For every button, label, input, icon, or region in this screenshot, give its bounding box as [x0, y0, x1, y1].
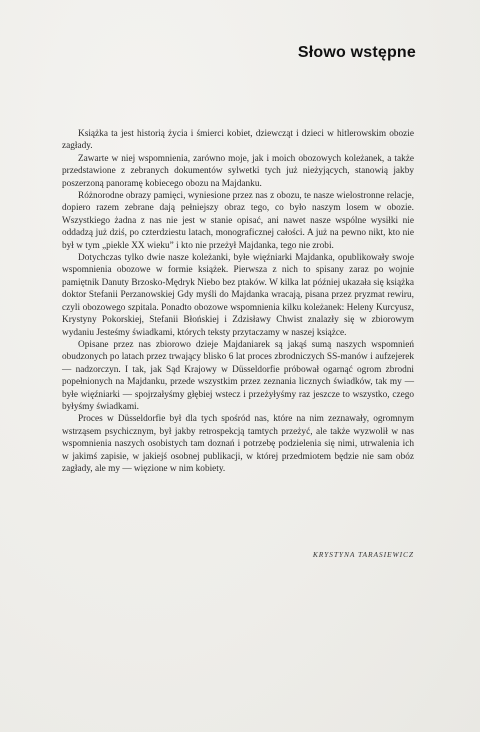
paragraph: Różnorodne obrazy pamięci, wyniesione przez nas z obozu, te nasze wielostronne relacje, dopiero razem zebrane dają pełniejszy obraz tego, co było naszym losem w obozie. Wszystkiego żadna z nas nie jest w stanie opisać, ani nawet nasze wspólne wysiłki nie oddadzą już dziś, po czterdziestu latach, monograficznej całości. A już na pewno nikt, kto nie był w tym „piekle XX wieku” i kto nie przeżył Majdanka, tego nie zrobi. — [62, 191, 414, 251]
paragraph: Proces w Düsseldorfie był dla tych spośród nas, które na nim zeznawały, ogromnym wstrząsem psychicznym, był jakby retrospekcją tamtych przeżyć, ale także wyzwolił w nas wspomnienia naszych osobistych tam doznań i potrzebę podzielenia się nimi, utrwalenia ich w jakimś zapisie, w jakiejś osobnej publikacji, w której przedmiotem będzie nie sam obóz zagłady, ale my — więzione w nim kobiety. — [62, 414, 414, 474]
paragraph: Zawarte w niej wspomnienia, zarówno moje, jak i moich obozowych koleżanek, a także przedstawione z zebranych dokumentów sylwetki tych już nieżyjących, stanowią jakby poszerzoną panoramę kobiecego obozu na Majdanku. — [62, 153, 414, 189]
paragraph: Dotychczas tylko dwie nasze koleżanki, byłe więźniarki Majdanka, opublikowały swoje wspomnienia obozowe w formie książek. Pierwsza z nich to spisany zaraz po wojnie pamiętnik Danuty Brzosko-Mędryk Niebo bez ptaków. W kilka lat później ukazała się książka doktor Stefanii Perzanowskiej Gdy myśli do Majdanka wracają, pisana przez pryzmat rewiru, czyli obozowego szpitala. Ponadto obozowe wspomnienia kilku koleżanek: Heleny Kurcyusz, Krystyny Pokorskiej, Stefanii Błońskiej i Zdzisławy Chwist znalazły się w zbiorowym wydaniu Jesteśmy świadkami, których teksty przytaczamy w naszej książce. — [62, 253, 414, 338]
body-text — [62, 128, 414, 475]
paragraph: Opisane przez nas zbiorowo dzieje Majdaniarek są jakąś sumą naszych wspomnień obudzonych po latach przez trwający blisko 6 lat proces zbrodniczych SS-manów i aufzejerek — nadzorczyn. I tak, jak Sąd Krajowy w Düsseldorfie próbował ogarnąć ogrom zbrodni popełnionych na Majdanku, przede wszystkim przez zeznania licznych świadków, tak my — byłe więźniarki — spojrzałyśmy głębiej wstecz i przeżyłyśmy raz jeszcze to wszystko, czego byłyśmy świadkami. — [62, 339, 414, 412]
page-title: Słowo wstępne — [297, 44, 416, 61]
signature: KRYSTYNA TARASIEWICZ — [312, 550, 414, 559]
paragraph: Książka ta jest historią życia i śmierci kobiet, dziewcząt i dzieci w hitlerowskim obozie zagłady. — [62, 129, 414, 152]
